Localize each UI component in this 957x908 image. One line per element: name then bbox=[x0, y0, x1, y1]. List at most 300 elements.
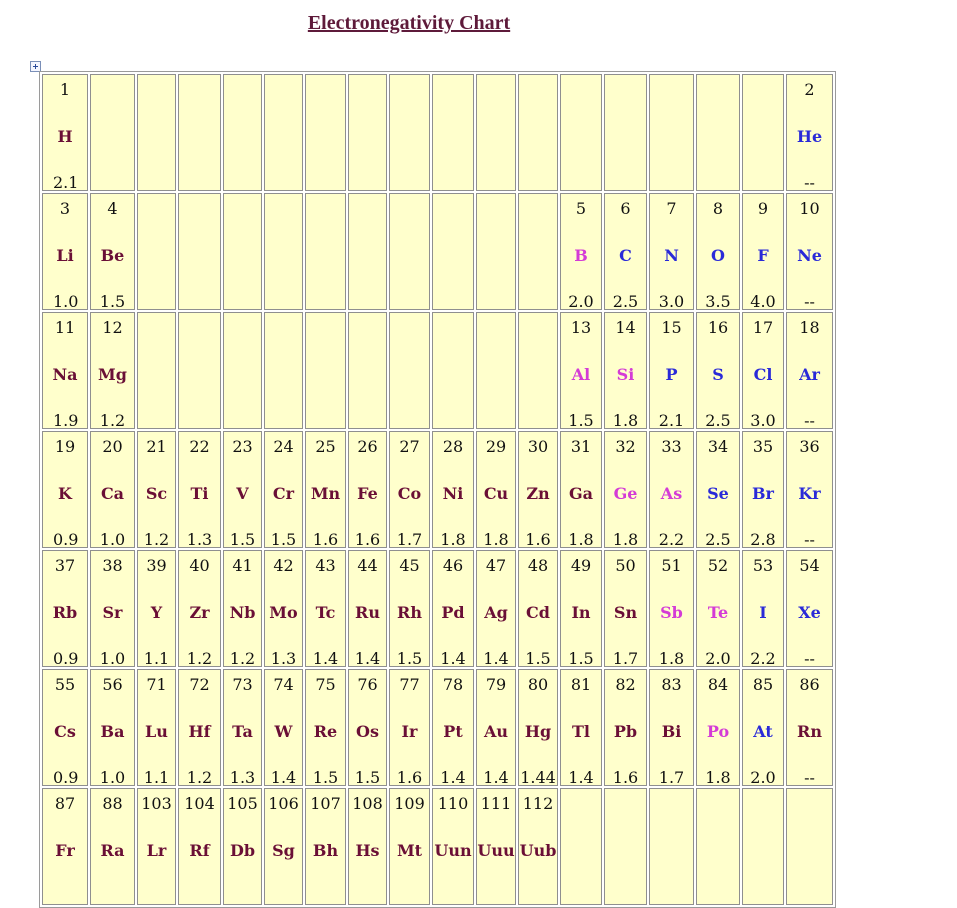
empty-cell bbox=[264, 312, 303, 429]
element-symbol: Bi bbox=[661, 722, 682, 741]
empty-cell bbox=[223, 74, 262, 191]
element-cell-b bbox=[560, 193, 602, 310]
element-symbol: Au bbox=[483, 722, 509, 741]
atomic-number: 37 bbox=[54, 556, 76, 575]
element-symbol: Cs bbox=[54, 722, 76, 741]
element-symbol: H bbox=[57, 127, 73, 146]
atomic-number: 50 bbox=[615, 556, 636, 575]
electronegativity-value: 1.8 bbox=[568, 530, 594, 549]
electronegativity-value: 1.6 bbox=[612, 768, 639, 787]
element-cell-h bbox=[42, 74, 88, 191]
empty-cell bbox=[786, 788, 833, 905]
element-cell-uun bbox=[432, 788, 474, 905]
element-symbol: S bbox=[712, 365, 724, 384]
electronegativity-value: -- bbox=[804, 530, 815, 549]
atomic-number: 40 bbox=[189, 556, 210, 575]
atomic-number: 35 bbox=[752, 437, 774, 456]
element-cell-ti bbox=[178, 431, 221, 548]
element-cell-lu bbox=[137, 669, 176, 786]
element-symbol: Ge bbox=[613, 484, 638, 503]
period-row-7 bbox=[42, 788, 833, 905]
element-symbol: Cl bbox=[753, 365, 773, 384]
element-symbol: Rh bbox=[397, 603, 422, 622]
atomic-number: 87 bbox=[54, 794, 76, 813]
atomic-number: 52 bbox=[707, 556, 729, 575]
element-symbol: In bbox=[571, 603, 591, 622]
element-cell-li bbox=[42, 193, 88, 310]
element-cell-k bbox=[42, 431, 88, 548]
atomic-number: 78 bbox=[442, 675, 464, 694]
electronegativity-value: 1.0 bbox=[99, 649, 126, 668]
electronegativity-value: 0.9 bbox=[53, 768, 79, 787]
element-cell-xe bbox=[786, 550, 833, 667]
period-row-2 bbox=[42, 193, 833, 310]
atomic-number: 36 bbox=[799, 437, 820, 456]
element-cell-p bbox=[649, 312, 694, 429]
element-cell-mg bbox=[90, 312, 135, 429]
element-cell-cr bbox=[264, 431, 303, 548]
empty-cell bbox=[137, 74, 176, 191]
electronegativity-value: 1.3 bbox=[270, 649, 297, 668]
element-cell-nb bbox=[223, 550, 262, 667]
empty-cell bbox=[649, 74, 694, 191]
atomic-number: 85 bbox=[752, 675, 774, 694]
element-symbol: Fr bbox=[55, 841, 75, 860]
atomic-number: 1 bbox=[59, 80, 71, 99]
atomic-number: 106 bbox=[268, 794, 299, 813]
element-cell-br bbox=[742, 431, 784, 548]
element-cell-n bbox=[649, 193, 694, 310]
electronegativity-value: 2.1 bbox=[658, 411, 685, 430]
empty-cell bbox=[649, 788, 694, 905]
atomic-number: 79 bbox=[485, 675, 507, 694]
atomic-number: 54 bbox=[799, 556, 820, 575]
atomic-number: 46 bbox=[442, 556, 464, 575]
element-cell-kr bbox=[786, 431, 833, 548]
element-cell-mn bbox=[305, 431, 346, 548]
electronegativity-value: 1.5 bbox=[270, 530, 297, 549]
electronegativity-value: 3.0 bbox=[658, 292, 685, 311]
atomic-number: 30 bbox=[527, 437, 549, 456]
electronegativity-value: 2.0 bbox=[568, 292, 594, 311]
electronegativity-value: 1.8 bbox=[612, 530, 639, 549]
electronegativity-value: 1.4 bbox=[568, 768, 594, 787]
element-cell-hs bbox=[348, 788, 387, 905]
element-cell-tl bbox=[560, 669, 602, 786]
empty-cell bbox=[90, 74, 135, 191]
electronegativity-value: 1.6 bbox=[354, 530, 381, 549]
element-cell-bi bbox=[649, 669, 694, 786]
element-cell-ne bbox=[786, 193, 833, 310]
element-cell-at bbox=[742, 669, 784, 786]
empty-cell bbox=[137, 193, 176, 310]
atomic-number: 80 bbox=[527, 675, 549, 694]
electronegativity-value: 1.5 bbox=[354, 768, 381, 787]
element-cell-ag bbox=[476, 550, 516, 667]
element-symbol: Ba bbox=[100, 722, 125, 741]
atomic-number: 26 bbox=[357, 437, 378, 456]
electronegativity-value: 2.5 bbox=[612, 292, 639, 311]
atomic-number: 48 bbox=[527, 556, 549, 575]
element-cell-se bbox=[696, 431, 740, 548]
element-cell-as bbox=[649, 431, 694, 548]
atomic-number: 24 bbox=[273, 437, 294, 456]
element-cell-pb bbox=[604, 669, 647, 786]
atomic-number: 81 bbox=[570, 675, 592, 694]
element-symbol: Rn bbox=[797, 722, 822, 741]
atomic-number: 5 bbox=[575, 199, 587, 218]
element-symbol: Pt bbox=[443, 722, 463, 741]
element-cell-hf bbox=[178, 669, 221, 786]
element-symbol: Ra bbox=[100, 841, 125, 860]
empty-cell bbox=[348, 74, 387, 191]
empty-cell bbox=[476, 193, 516, 310]
element-cell-pt bbox=[432, 669, 474, 786]
element-cell-ru bbox=[348, 550, 387, 667]
element-cell-uub bbox=[518, 788, 558, 905]
element-symbol: Sc bbox=[145, 484, 168, 503]
atomic-number: 55 bbox=[54, 675, 76, 694]
electronegativity-value: 0.9 bbox=[53, 649, 79, 668]
element-symbol: Pb bbox=[613, 722, 638, 741]
atomic-number: 9 bbox=[757, 199, 769, 218]
element-symbol: Fe bbox=[357, 484, 378, 503]
element-cell-rh bbox=[389, 550, 430, 667]
element-symbol: Uub bbox=[519, 841, 557, 860]
element-symbol: Sg bbox=[272, 841, 295, 860]
element-symbol: V bbox=[236, 484, 249, 503]
element-cell-cu bbox=[476, 431, 516, 548]
element-symbol: Sb bbox=[660, 603, 683, 622]
empty-cell bbox=[696, 788, 740, 905]
electronegativity-value: 3.5 bbox=[705, 292, 731, 311]
electronegativity-value: 1.9 bbox=[53, 411, 79, 430]
atomic-number: 49 bbox=[570, 556, 592, 575]
element-symbol: B bbox=[574, 246, 588, 265]
element-cell-v bbox=[223, 431, 262, 548]
element-cell-zr bbox=[178, 550, 221, 667]
atomic-number: 71 bbox=[146, 675, 167, 694]
electronegativity-value: 1.4 bbox=[354, 649, 381, 668]
electronegativity-value: 2.0 bbox=[750, 768, 776, 787]
element-cell-sg bbox=[264, 788, 303, 905]
atomic-number: 15 bbox=[661, 318, 682, 337]
empty-cell bbox=[389, 193, 430, 310]
element-symbol: I bbox=[759, 603, 767, 622]
electronegativity-value: -- bbox=[804, 173, 815, 192]
element-cell-he bbox=[786, 74, 833, 191]
atomic-number: 8 bbox=[712, 199, 724, 218]
atomic-number: 39 bbox=[146, 556, 167, 575]
electronegativity-value: 1.2 bbox=[143, 530, 170, 549]
empty-cell bbox=[305, 193, 346, 310]
electronegativity-value: 1.4 bbox=[270, 768, 297, 787]
electronegativity-value: 1.7 bbox=[658, 768, 685, 787]
atomic-number: 107 bbox=[310, 794, 341, 813]
empty-cell bbox=[476, 74, 516, 191]
atomic-number: 22 bbox=[189, 437, 210, 456]
element-symbol: P bbox=[665, 365, 678, 384]
electronegativity-value: 2.5 bbox=[705, 530, 731, 549]
empty-cell bbox=[348, 193, 387, 310]
atomic-number: 33 bbox=[661, 437, 682, 456]
element-cell-ca bbox=[90, 431, 135, 548]
atomic-number: 72 bbox=[189, 675, 210, 694]
element-symbol: Y bbox=[150, 603, 163, 622]
atomic-number: 109 bbox=[394, 794, 425, 813]
electronegativity-value: -- bbox=[804, 649, 815, 668]
atomic-number: 76 bbox=[357, 675, 378, 694]
electronegativity-value: 2.5 bbox=[705, 411, 731, 430]
empty-cell bbox=[137, 312, 176, 429]
atomic-number: 14 bbox=[615, 318, 636, 337]
element-symbol: Mt bbox=[396, 841, 423, 860]
element-symbol: K bbox=[58, 484, 72, 503]
element-symbol: Co bbox=[397, 484, 422, 503]
electronegativity-value: 1.2 bbox=[186, 649, 213, 668]
electronegativity-value: 3.0 bbox=[750, 411, 776, 430]
element-cell-ba bbox=[90, 669, 135, 786]
electronegativity-value: 1.4 bbox=[483, 768, 509, 787]
element-symbol: Uuu bbox=[477, 841, 515, 860]
empty-cell bbox=[518, 312, 558, 429]
electronegativity-value: 1.0 bbox=[99, 768, 126, 787]
period-row-5 bbox=[42, 550, 833, 667]
atomic-number: 86 bbox=[799, 675, 820, 694]
element-symbol: Re bbox=[313, 722, 338, 741]
electronegativity-value: 1.6 bbox=[525, 530, 551, 549]
element-cell-na bbox=[42, 312, 88, 429]
element-cell-lr bbox=[137, 788, 176, 905]
electronegativity-value: 1.0 bbox=[53, 292, 79, 311]
atomic-number: 4 bbox=[107, 199, 118, 218]
element-symbol: Cd bbox=[526, 603, 550, 622]
atomic-number: 112 bbox=[522, 794, 554, 813]
element-symbol: Os bbox=[356, 722, 379, 741]
empty-cell bbox=[476, 312, 516, 429]
atomic-number: 13 bbox=[570, 318, 592, 337]
element-symbol: Be bbox=[100, 246, 125, 265]
atomic-number: 19 bbox=[54, 437, 76, 456]
electronegativity-value: 1.2 bbox=[99, 411, 126, 430]
element-cell-po bbox=[696, 669, 740, 786]
period-row-1 bbox=[42, 74, 833, 191]
atomic-number: 25 bbox=[315, 437, 336, 456]
electronegativity-value: -- bbox=[804, 768, 815, 787]
element-symbol: F bbox=[757, 246, 769, 265]
electronegativity-value: 2.2 bbox=[658, 530, 685, 549]
atomic-number: 77 bbox=[399, 675, 420, 694]
element-symbol: Tc bbox=[315, 603, 336, 622]
element-symbol: Sr bbox=[102, 603, 123, 622]
atomic-number: 29 bbox=[485, 437, 507, 456]
element-symbol: Lr bbox=[146, 841, 167, 860]
empty-cell bbox=[696, 74, 740, 191]
element-symbol: Nb bbox=[229, 603, 256, 622]
atomic-number: 108 bbox=[352, 794, 383, 813]
electronegativity-value: 1.5 bbox=[568, 649, 594, 668]
element-symbol: C bbox=[619, 246, 632, 265]
element-cell-w bbox=[264, 669, 303, 786]
element-symbol: Rb bbox=[52, 603, 78, 622]
electronegativity-value: 1.4 bbox=[312, 649, 339, 668]
electronegativity-value: 1.2 bbox=[186, 768, 213, 787]
element-cell-rn bbox=[786, 669, 833, 786]
electronegativity-value: 1.7 bbox=[612, 649, 639, 668]
atomic-number: 11 bbox=[54, 318, 76, 337]
element-cell-tc bbox=[305, 550, 346, 667]
element-symbol: As bbox=[660, 484, 683, 503]
element-cell-uuu bbox=[476, 788, 516, 905]
empty-cell bbox=[432, 193, 474, 310]
element-symbol: Lu bbox=[145, 722, 168, 741]
empty-cell bbox=[305, 312, 346, 429]
atomic-number: 104 bbox=[184, 794, 215, 813]
empty-cell bbox=[742, 788, 784, 905]
element-cell-fr bbox=[42, 788, 88, 905]
atomic-number: 84 bbox=[707, 675, 729, 694]
atomic-number: 31 bbox=[570, 437, 592, 456]
atomic-number: 21 bbox=[146, 437, 167, 456]
element-cell-s bbox=[696, 312, 740, 429]
electronegativity-value: 1.5 bbox=[396, 649, 423, 668]
element-symbol: Rf bbox=[189, 841, 210, 860]
atomic-number: 41 bbox=[232, 556, 253, 575]
empty-cell bbox=[305, 74, 346, 191]
element-symbol: Ti bbox=[190, 484, 209, 503]
element-cell-ga bbox=[560, 431, 602, 548]
electronegativity-value: 1.8 bbox=[658, 649, 685, 668]
electronegativity-value: 1.44 bbox=[520, 768, 556, 787]
element-symbol: Si bbox=[616, 365, 635, 384]
element-cell-cs bbox=[42, 669, 88, 786]
atomic-number: 111 bbox=[480, 794, 512, 813]
atomic-number: 38 bbox=[102, 556, 123, 575]
empty-cell bbox=[742, 74, 784, 191]
element-cell-os bbox=[348, 669, 387, 786]
element-symbol: Ga bbox=[568, 484, 594, 503]
atomic-number: 73 bbox=[232, 675, 253, 694]
period-row-3 bbox=[42, 312, 833, 429]
element-cell-sr bbox=[90, 550, 135, 667]
element-cell-ge bbox=[604, 431, 647, 548]
electronegativity-value: 1.4 bbox=[483, 649, 509, 668]
atomic-number: 20 bbox=[102, 437, 123, 456]
element-cell-sc bbox=[137, 431, 176, 548]
empty-cell bbox=[432, 74, 474, 191]
element-symbol: Po bbox=[706, 722, 730, 741]
element-symbol: Mg bbox=[98, 365, 127, 384]
element-symbol: Cu bbox=[483, 484, 509, 503]
electronegativity-value: 1.8 bbox=[705, 768, 731, 787]
page-title: Electronegativity Chart bbox=[307, 12, 511, 34]
atomic-number: 47 bbox=[485, 556, 507, 575]
element-cell-ir bbox=[389, 669, 430, 786]
empty-cell bbox=[264, 74, 303, 191]
element-cell-sn bbox=[604, 550, 647, 667]
period-row-4 bbox=[42, 431, 833, 548]
electronegativity-value: 1.3 bbox=[229, 768, 256, 787]
atomic-number: 45 bbox=[399, 556, 420, 575]
element-symbol: O bbox=[711, 246, 725, 265]
element-cell-be bbox=[90, 193, 135, 310]
element-cell-au bbox=[476, 669, 516, 786]
element-symbol: Ir bbox=[401, 722, 418, 741]
empty-cell bbox=[560, 74, 602, 191]
atomic-number: 34 bbox=[707, 437, 729, 456]
element-symbol: Pd bbox=[441, 603, 465, 622]
atomic-number: 10 bbox=[799, 199, 820, 218]
element-symbol: Tl bbox=[572, 722, 590, 741]
element-symbol: Al bbox=[571, 365, 591, 384]
element-cell-zn bbox=[518, 431, 558, 548]
atomic-number: 27 bbox=[399, 437, 420, 456]
atomic-number: 43 bbox=[315, 556, 336, 575]
element-symbol: Xe bbox=[798, 603, 821, 622]
element-cell-co bbox=[389, 431, 430, 548]
electronegativity-value: 1.5 bbox=[525, 649, 551, 668]
element-cell-ar bbox=[786, 312, 833, 429]
atomic-number: 3 bbox=[59, 199, 71, 218]
element-cell-ta bbox=[223, 669, 262, 786]
period-row-6 bbox=[42, 669, 833, 786]
element-cell-sb bbox=[649, 550, 694, 667]
electronegativity-value: 2.8 bbox=[750, 530, 776, 549]
element-symbol: Hf bbox=[188, 722, 211, 741]
element-symbol: At bbox=[753, 722, 773, 741]
empty-cell bbox=[560, 788, 602, 905]
atomic-number: 23 bbox=[232, 437, 253, 456]
element-symbol: N bbox=[664, 246, 679, 265]
element-symbol: Br bbox=[752, 484, 774, 503]
element-cell-db bbox=[223, 788, 262, 905]
element-cell-pd bbox=[432, 550, 474, 667]
atomic-number: 16 bbox=[707, 318, 729, 337]
element-cell-fe bbox=[348, 431, 387, 548]
atomic-number: 53 bbox=[752, 556, 774, 575]
atomic-number: 2 bbox=[804, 80, 815, 99]
electronegativity-value: 2.0 bbox=[705, 649, 731, 668]
element-symbol: Hg bbox=[524, 722, 552, 741]
atomic-number: 82 bbox=[615, 675, 636, 694]
element-symbol: Se bbox=[707, 484, 729, 503]
electronegativity-value: 0.9 bbox=[53, 530, 79, 549]
element-symbol: Sn bbox=[613, 603, 638, 622]
electronegativity-value: -- bbox=[804, 411, 815, 430]
empty-cell bbox=[432, 312, 474, 429]
atomic-number: 18 bbox=[799, 318, 820, 337]
element-symbol: Ru bbox=[355, 603, 380, 622]
empty-cell bbox=[178, 74, 221, 191]
electronegativity-value: 1.8 bbox=[440, 530, 466, 549]
empty-cell bbox=[223, 193, 262, 310]
empty-cell bbox=[604, 788, 647, 905]
element-symbol: Zn bbox=[526, 484, 550, 503]
element-symbol: Na bbox=[52, 365, 78, 384]
element-cell-in bbox=[560, 550, 602, 667]
empty-cell bbox=[348, 312, 387, 429]
atomic-number: 44 bbox=[357, 556, 378, 575]
electronegativity-value: 4.0 bbox=[750, 292, 776, 311]
atomic-number: 56 bbox=[102, 675, 123, 694]
electronegativity-value: 1.8 bbox=[483, 530, 509, 549]
element-cell-re bbox=[305, 669, 346, 786]
electronegativity-value: 1.6 bbox=[312, 530, 339, 549]
element-symbol: Cr bbox=[272, 484, 295, 503]
element-cell-y bbox=[137, 550, 176, 667]
atomic-number: 83 bbox=[661, 675, 682, 694]
atomic-number: 6 bbox=[620, 199, 631, 218]
